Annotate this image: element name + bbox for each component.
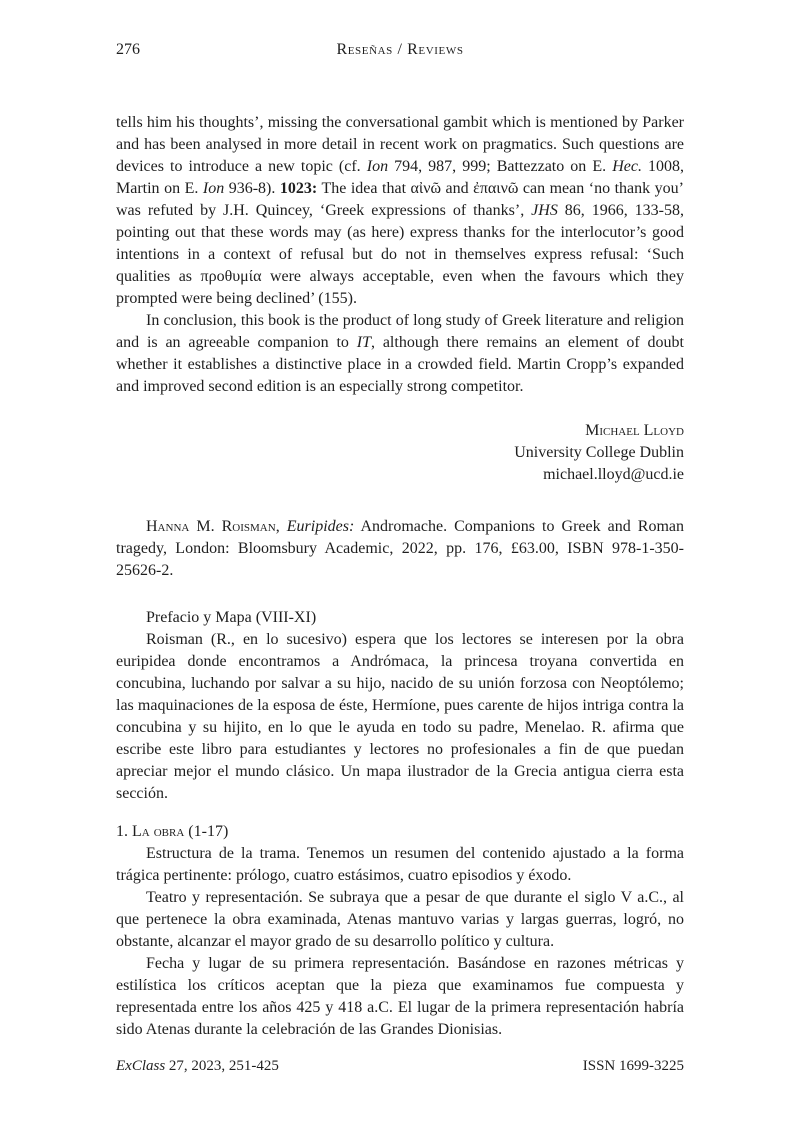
reviewer-email: michael.lloyd@ucd.ie xyxy=(543,466,684,483)
paragraph-estructura: Estructura de la trama. Tenemos un resumen del contenido ajustado a la forma trágica pertinente: prólogo, cuatro estásimos, cuatro episodios y éxodo. xyxy=(116,845,684,884)
paragraph-prefacio: Roisman (R., en lo sucesivo) espera que los lectores se interesen por la obra euripidea donde encontramos a Andrómaca, la princesa troyana convertida en concubina, luchando por salvar a su hijo, nacido de su unión forzosa con Neoptólemo; las maquinaciones de la esposa de éste, Hermíone, pues carente de hijos intriga contra la concubina y su hijito, en lo que le ayuda en todo su padre, Menelao. R. afirma que escribe este libro para estudiantes y lectores no profesionales a fin de que puedan apreciar mejor el mundo clásico. Un mapa ilustrador de la Grecia antigua cierra esta sección. xyxy=(116,631,684,802)
issn: ISSN 1699-3225 xyxy=(582,1058,684,1074)
reviewer-name: Michael Lloyd xyxy=(585,422,684,439)
running-header xyxy=(116,41,684,62)
running-head-title: Reseñas / Reviews xyxy=(336,41,464,58)
reviewer-affiliation: University College Dublin xyxy=(514,444,684,461)
page-number: 276 xyxy=(116,41,140,58)
paragraph-review-conclusion: In conclusion, this book is the product of long study of Greek literature and religion and is an agreeable companion to IT, although there remains an element of doubt whether it establishes a distinctive place in a crowded field. Martin Cropp’s expanded and improved second edition is an especially strong competitor. xyxy=(116,312,684,395)
section-1-heading: 1. La obra (1-17) xyxy=(116,823,229,840)
paragraph-review-continuation: tells him his thoughts’, missing the conversational gambit which is mentioned by Parker and has been analysed in more detail in recent work on pragmatics. Such questions are devices to introduce a new topic (cf. Ion 794, 987, 999; Battezzato on E. Hec. 1008, Martin on E. Ion 936-8). 1023: The idea that αἰνῶ and ἐπαινῶ can mean ‘no thank you’ was refuted by J.H. Quincey, ‘Greek expressions of thanks’, JHS 86, 1966, 133-58, pointing out that these words may (as here) express thanks for the interlocutor’s good intentions in a context of refusal but do not in themselves express refusal: ‘Such qualities as προθυμία were always acceptable, even when the favours which they prompted were being declined’ (155). xyxy=(116,114,685,307)
text-column xyxy=(116,0,684,1041)
page-footer xyxy=(116,1056,684,1076)
paragraph-fecha: Fecha y lugar de su primera representación. Basándose en razones métricas y estilística los críticos aceptan que la pieza que examinamos fue compuesta y representada entre los años 425 y 418 a.C. El lugar de la primera representación habría sido Atenas durante la celebración de las Grandes Dionisias. xyxy=(116,955,684,1038)
journal-reference: ExClass 27, 2023, 251-425 xyxy=(116,1058,279,1074)
paragraph-teatro: Teatro y representación. Se subraya que a pesar de que durante el siglo V a.C., al que pertenece la obra examinada, Atenas mantuvo varias y largas guerras, logró, no obstante, alcanzar el mayor grado de su desarrollo político y cultura. xyxy=(116,889,684,950)
prefacio-section-title: Prefacio y Mapa (VIII-XI) xyxy=(146,609,317,626)
book-citation: Hanna M. Roisman, Euripides: Andromache. Companions to Greek and Roman tragedy, London: Bloomsbury Academic, 2022, pp. 176, £63.00, ISBN 978-1-350-25626-2. xyxy=(116,518,685,579)
reviewer-signature-block xyxy=(116,420,684,486)
